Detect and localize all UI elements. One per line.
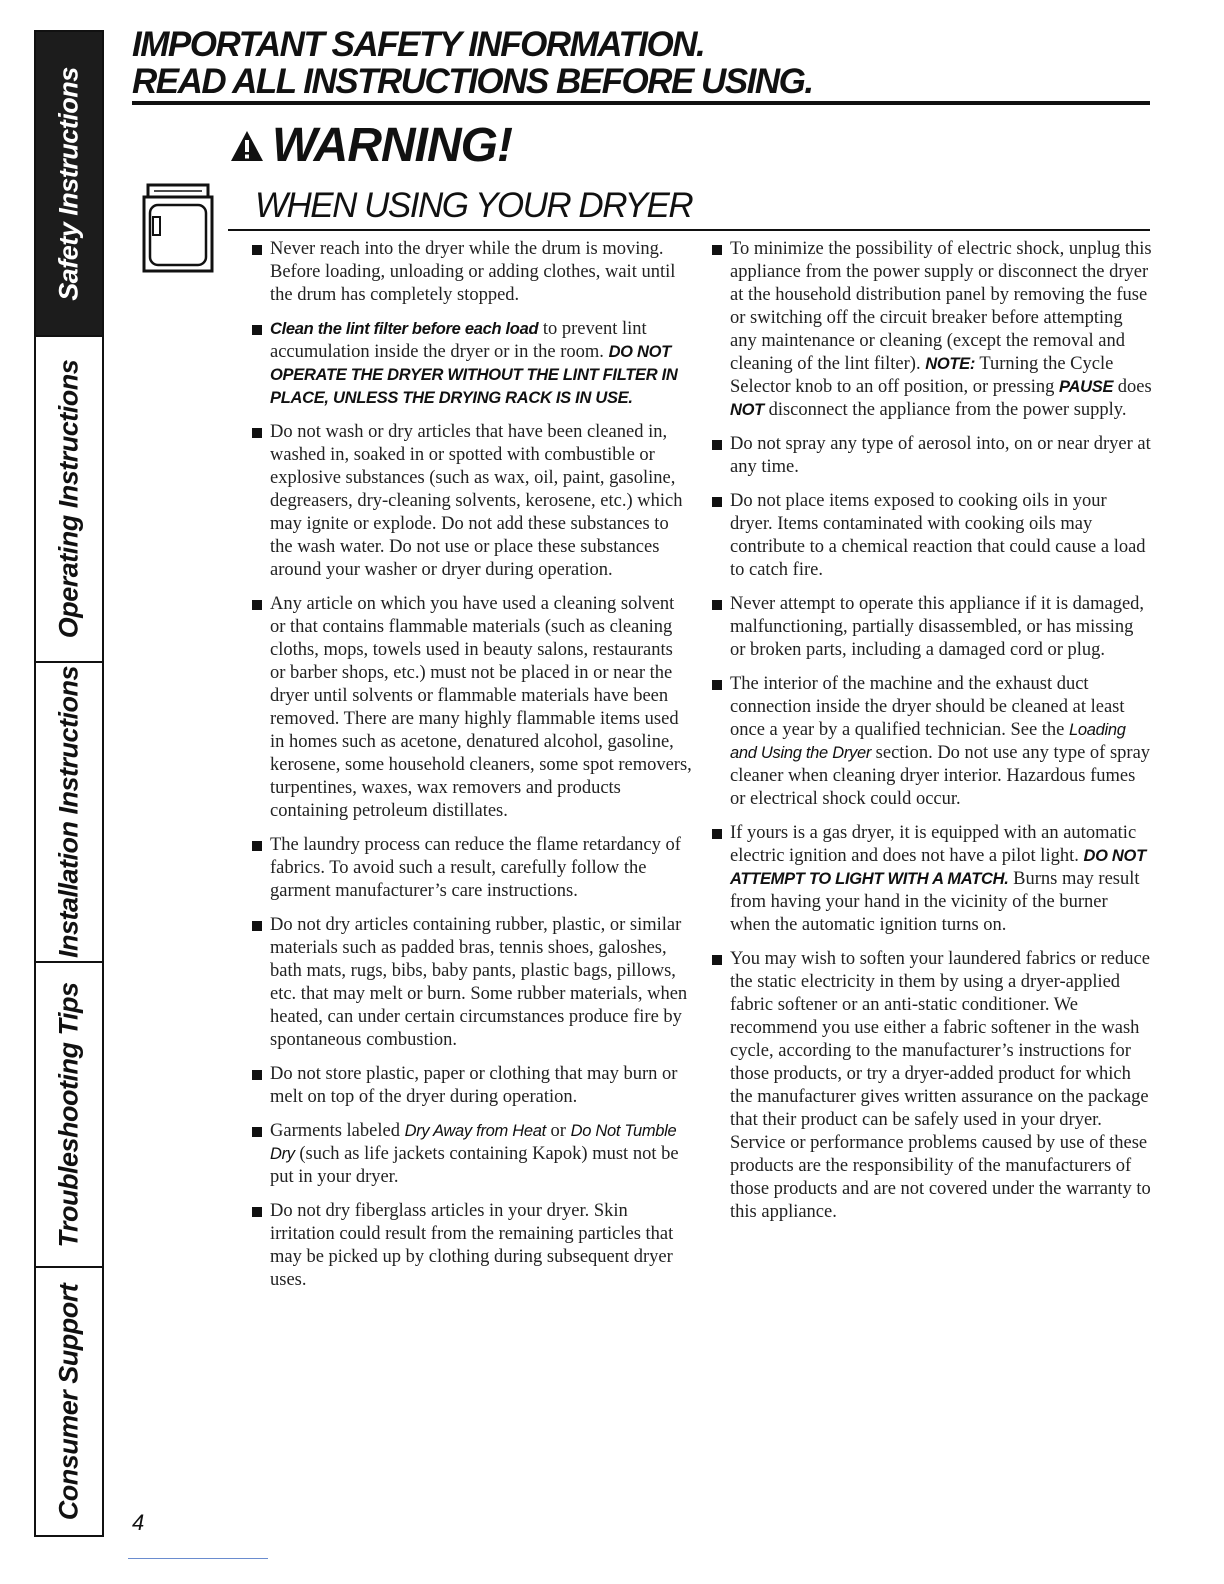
bullet-text: Do Not Tumble Dry xyxy=(270,1122,677,1163)
safety-bullet xyxy=(712,822,1152,937)
bullet-text: Do not dry fiberglass articles in your dryer. Skin irritation could result from the remaining particles that may be picked up by clothing during subsequent dryer uses. xyxy=(270,1201,674,1290)
bullet-text: DO NOT ATTEMPT TO LIGHT WITH A MATCH. xyxy=(730,847,1146,888)
bullet-text: The laundry process can reduce the flame retardancy of fabrics. To avoid such a result, carefully follow the garment manufacturer’s care instructions. xyxy=(270,835,681,901)
bullet-text: Garments labeled xyxy=(270,1121,405,1141)
bullet-text: Clean the lint filter before each load xyxy=(270,320,539,338)
header-line-2: READ ALL INSTRUCTIONS BEFORE USING. xyxy=(132,62,813,101)
right-column xyxy=(712,238,1152,1235)
bullet-text: Do not wash or dry articles that have been cleaned in, washed in, soaked in or spotted with combustible or explosive substances (such as wax, oil, paint, gasoline, degreasers, dry-cleaning solvents, kerosene, etc.) which may ignite or explode. Do not add these substances to the wash water. Do not use or place these substances around your washer or dryer during operation. xyxy=(270,422,683,580)
bullet-text: does xyxy=(1113,377,1152,397)
tab-operating-instructions[interactable] xyxy=(36,337,102,663)
bullet-text: Do not spray any type of aerosol into, on or near dryer at any time. xyxy=(730,434,1151,477)
safety-bullet xyxy=(252,238,692,307)
tab-consumer-support[interactable] xyxy=(36,1268,102,1535)
safety-bullet xyxy=(712,593,1152,662)
header-line-1: IMPORTANT SAFETY INFORMATION. xyxy=(132,25,705,64)
bullet-text: You may wish to soften your laundered fabrics or reduce the static electricity in them by using a dryer-applied fabric softener or an anti-static conditioner. We recommend you use either a fabric softener in the wash cycle, according to the manufacturer’s instructions for those products, or try a dryer-added product for which the manufacturer gives written assurance on the package that their product can be safely used in your dryer. Service or performance problems caused by use of these products are the responsibility of the manufacturers of those products and are not covered under the warranty to this appliance. xyxy=(730,949,1151,1222)
header-divider xyxy=(132,101,1150,105)
warning-icon xyxy=(230,129,264,163)
page-number: 4 xyxy=(132,1510,145,1535)
bullet-text: Never reach into the dryer while the drum is moving. Before loading, unloading or adding clothes, wait until the drum has completely stopped. xyxy=(270,239,676,305)
bullet-text: section. Do not use any type of spray cleaner when cleaning dryer interior. Hazardous fumes or electrical shock could occur. xyxy=(730,743,1151,809)
dryer-icon xyxy=(140,183,216,275)
bullet-text: disconnect the appliance from the power supply. xyxy=(763,400,1127,420)
bullet-text: NOT xyxy=(730,401,764,419)
safety-bullet xyxy=(252,1120,692,1189)
section-subheading: WHEN USING YOUR DRYER xyxy=(255,186,693,225)
bullet-text: Never attempt to operate this appliance if it is damaged, malfunctioning, partially disassembled, or has missing or broken parts, including a damaged cord or plug. xyxy=(730,594,1145,660)
bullet-text: Do not place items exposed to cooking oils in your dryer. Items contaminated with cooking oils may contribute to a chemical reaction that could cause a load to catch fire. xyxy=(730,491,1146,580)
tab-label: Troubleshooting Tips xyxy=(53,982,84,1247)
bullet-text: To minimize the possibility of electric shock, unplug this appliance from the power supply or disconnect the dryer at the household distribution panel by removing the fuse or switching off the circuit breaker before attempting any maintenance or cleaning (except the removal and cleaning of the lint filter). xyxy=(730,239,1152,374)
safety-bullet xyxy=(252,1200,692,1292)
bullet-text: to prevent lint accumulation inside the dryer or in the room. xyxy=(270,319,647,362)
bullet-text: If yours is a gas dryer, it is equipped with an automatic electric ignition and does not have a pilot light. xyxy=(730,823,1137,866)
bullet-text: Loading and Using the Dryer xyxy=(730,721,1126,762)
safety-bullet xyxy=(252,318,692,410)
safety-bullet xyxy=(252,834,692,903)
safety-bullet xyxy=(252,914,692,1052)
page-header xyxy=(132,26,1150,100)
bullet-text: Do not store plastic, paper or clothing that may burn or melt on top of the dryer during operation. xyxy=(270,1064,678,1107)
tab-label: Consumer Support xyxy=(53,1283,84,1520)
safety-bullet xyxy=(712,673,1152,811)
subheading-divider xyxy=(228,229,1150,231)
safety-bullet xyxy=(712,948,1152,1224)
bullet-text: or xyxy=(545,1121,571,1141)
left-column xyxy=(252,238,692,1303)
tab-troubleshooting-tips[interactable] xyxy=(36,963,102,1268)
warning-heading xyxy=(230,118,512,173)
tab-installation-instructions[interactable] xyxy=(36,663,102,963)
bullet-text: NOTE: xyxy=(925,355,976,373)
bullet-text: Dry Away from Heat xyxy=(404,1122,546,1140)
bullet-text: Turning the Cycle Selector knob to an off position, or pressing xyxy=(730,354,1114,397)
safety-bullet xyxy=(712,490,1152,582)
bullet-text: PAUSE xyxy=(1059,378,1114,396)
tab-label: Operating Instructions xyxy=(53,359,84,639)
bullet-text: (such as life jackets containing Kapok) must not be put in your dryer. xyxy=(270,1144,679,1187)
safety-bullet xyxy=(252,593,692,823)
bullet-text: Burns may result from having your hand in the vicinity of the burner when the automatic ignition turns on. xyxy=(730,869,1140,935)
safety-bullet xyxy=(712,433,1152,479)
safety-bullet xyxy=(252,1063,692,1109)
side-nav xyxy=(34,30,104,1537)
tab-label: Installation Instructions xyxy=(53,665,84,959)
safety-bullet xyxy=(252,421,692,582)
tab-label: Safety Instructions xyxy=(53,66,84,301)
bullet-text: Any article on which you have used a cleaning solvent or that contains flammable materials (such as cleaning cloths, mops, towels used in beauty salons, restaurants or barber shops, etc.) must not be placed in or near the dryer until solvents or flammable materials have been removed. There are many highly flammable items used in homes such as acetone, denatured alcohol, gasoline, kerosene, some household cleaners, some spot removers, turpentines, waxes, wax removers and products containing petroleum distillates. xyxy=(270,594,692,821)
warning-text: WARNING! xyxy=(272,119,512,172)
tab-safety-instructions[interactable] xyxy=(36,32,102,337)
safety-bullet xyxy=(712,238,1152,422)
bullet-text: DO NOT OPERATE THE DRYER WITHOUT THE LINT FILTER IN PLACE, UNLESS THE DRYING RACK IS IN USE. xyxy=(270,343,678,407)
footer-divider xyxy=(128,1558,268,1559)
bullet-text: The interior of the machine and the exhaust duct connection inside the dryer should be cleaned at least once a year by a qualified technician. See the xyxy=(730,674,1125,740)
bullet-text: Do not dry articles containing rubber, plastic, or similar materials such as padded bras, tennis shoes, galoshes, bath mats, rugs, bibs, baby pants, plastic bags, pillows, etc. that may melt or burn. Some rubber materials, when heated, can under certain circumstances produce fire by spontaneous combustion. xyxy=(270,915,688,1050)
